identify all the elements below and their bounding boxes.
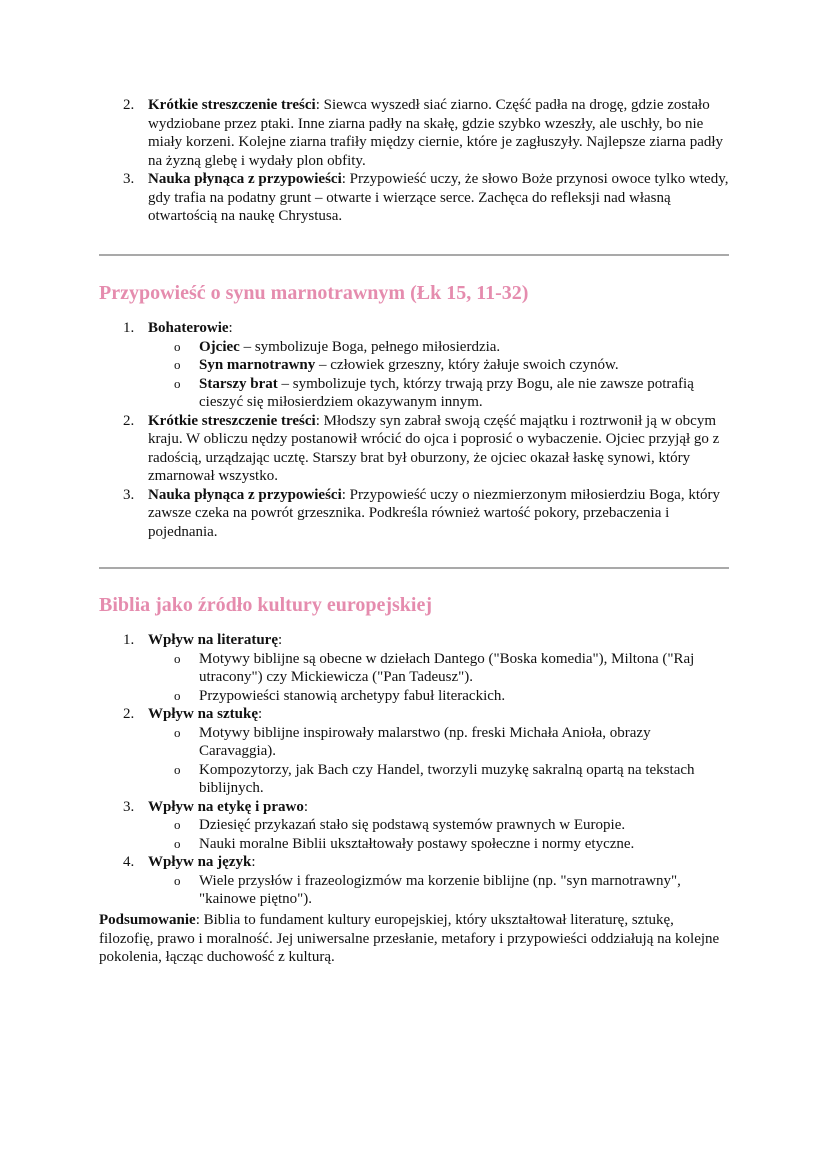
list-item: 4. Wpływ na język: o Wiele przysłów i frazeologizmów ma korzenie biblijne (np. "syn marnotrawny", "kainowe piętno").: [99, 853, 731, 909]
list-item: 2. Krótkie streszczenie treści: Młodszy syn zabrał swoją część majątku i roztrwonił ją w obcym kraju. W obliczu nędzy postanowił wrócić do ojca i poprosić o wybaczenie. Ojciec przyjął go z radością, urządzając ucztę. Starszy brat był oburzony, że ojciec okazał łaskę synowi, który zmarnował wszystko.: [123, 412, 720, 484]
section-heading: Biblia jako źródło kultury europejskiej: [99, 594, 432, 616]
divider: [99, 567, 729, 569]
section2-list: [99, 631, 731, 909]
summary: Podsumowanie: Biblia to fundament kultury europejskiej, który ukształtował literaturę, sztukę, filozofię, prawo i moralność. Jej uniwersalne przesłanie, metafory i przypowieści oddziałują na kolejne pokolenia, łącząc duchowość z kulturą.: [99, 912, 720, 965]
sub-item: o Ojciec – symbolizuje Boga, pełnego miłosierdzia.: [174, 338, 501, 355]
list-item: 1. Bohaterowie: o Ojciec – symbolizuje Boga, pełnego miłosierdzia. o Syn marnotrawny – człowiek grzeszny, który żałuje swoich czynów. o Starszy brat – symbolizuje tych, którzy trwają przy Bogu, ale nie zawsze potrafią cieszyć się miłosierdziem okazywanym innym.: [99, 319, 731, 412]
list-item: 3. Nauka płynąca z przypowieści: Przypowieść uczy, że słowo Boże przynosi owoce tylko wtedy, gdy trafia na podatny grunt – otwarte i wierzące serce. Zachęca do refleksji nad własną otwartością na naukę Chrystusa.: [123, 171, 729, 224]
divider: [99, 254, 729, 256]
top-section: [99, 96, 731, 226]
list-item: 3. Nauka płynąca z przypowieści: Przypowieść uczy o niezmierzonym miłosierdziu Boga, który zawsze czeka na powrót grzesznika. Podkreśla również wartość pokory, przebaczenia i pojednania.: [123, 486, 721, 540]
sub-item: o Syn marnotrawny – człowiek grzeszny, który żałuje swoich czynów.: [174, 357, 619, 373]
sub-item: o Kompozytorzy, jak Bach czy Handel, tworzyli muzykę sakralną opartą na tekstach biblijnych.: [174, 761, 695, 796]
sub-item: o Przypowieści stanowią archetypy fabuł literackich.: [174, 687, 506, 704]
list-item: 2. Krótkie streszczenie treści: Siewca wyszedł siać ziarno. Część padła na drogę, gdzie zostało wydziobane przez ptaki. Inne ziarna padły na skałę, gdzie szybko wzeszły, ale uschły, bo nie miały korzeni. Kolejne ziarna trafiły między ciernie, które je zagłuszyły. Najlepsze ziarna padły na żyzną glebę i wydały plon obfity.: [123, 97, 724, 169]
sub-item: o Nauki moralne Biblii ukształtowały postawy społeczne i normy etyczne.: [174, 835, 635, 852]
list-item: 2. Wpływ na sztukę: o Motywy biblijne inspirowały malarstwo (np. freski Michała Anioła, obrazy Caravaggia). o Kompozytorzy, jak Bach czy Handel, tworzyli muzykę sakralną opartą na tekstach biblijnych.: [99, 705, 731, 798]
sub-item: o Dziesięć przykazań stało się podstawą systemów prawnych w Europie.: [174, 817, 626, 833]
sub-item: o Motywy biblijne są obecne w dziełach Dantego ("Boska komedia"), Miltona ("Raj utracony") czy Mickiewicza ("Pan Tadeusz").: [174, 650, 695, 685]
section1-list: [99, 319, 731, 541]
section-heading: Przypowieść o synu marnotrawnym (Łk 15, 11-32): [99, 282, 529, 304]
list-item: 3. Wpływ na etykę i prawo: o Dziesięć przykazań stało się podstawą systemów prawnych w Europie. o Nauki moralne Biblii ukształtowały postawy społeczne i normy etyczne.: [99, 798, 731, 854]
sub-item: o Starszy brat – symbolizuje tych, którzy trwają przy Bogu, ale nie zawsze potrafią cieszyć się miłosierdziem okazywanym innym.: [174, 375, 694, 410]
sub-item: o Motywy biblijne inspirowały malarstwo (np. freski Michała Anioła, obrazy Caravaggia).: [174, 724, 651, 759]
list-item: 1. Wpływ na literaturę: o Motywy biblijne są obecne w dziełach Dantego ("Boska komedia"), Miltona ("Raj utracony") czy Mickiewicza ("Pan Tadeusz"). o Przypowieści stanowią archetypy fabuł literackich.: [99, 631, 731, 705]
sub-item: o Wiele przysłów i frazeologizmów ma korzenie biblijne (np. "syn marnotrawny", "kainowe piętno").: [174, 872, 681, 907]
